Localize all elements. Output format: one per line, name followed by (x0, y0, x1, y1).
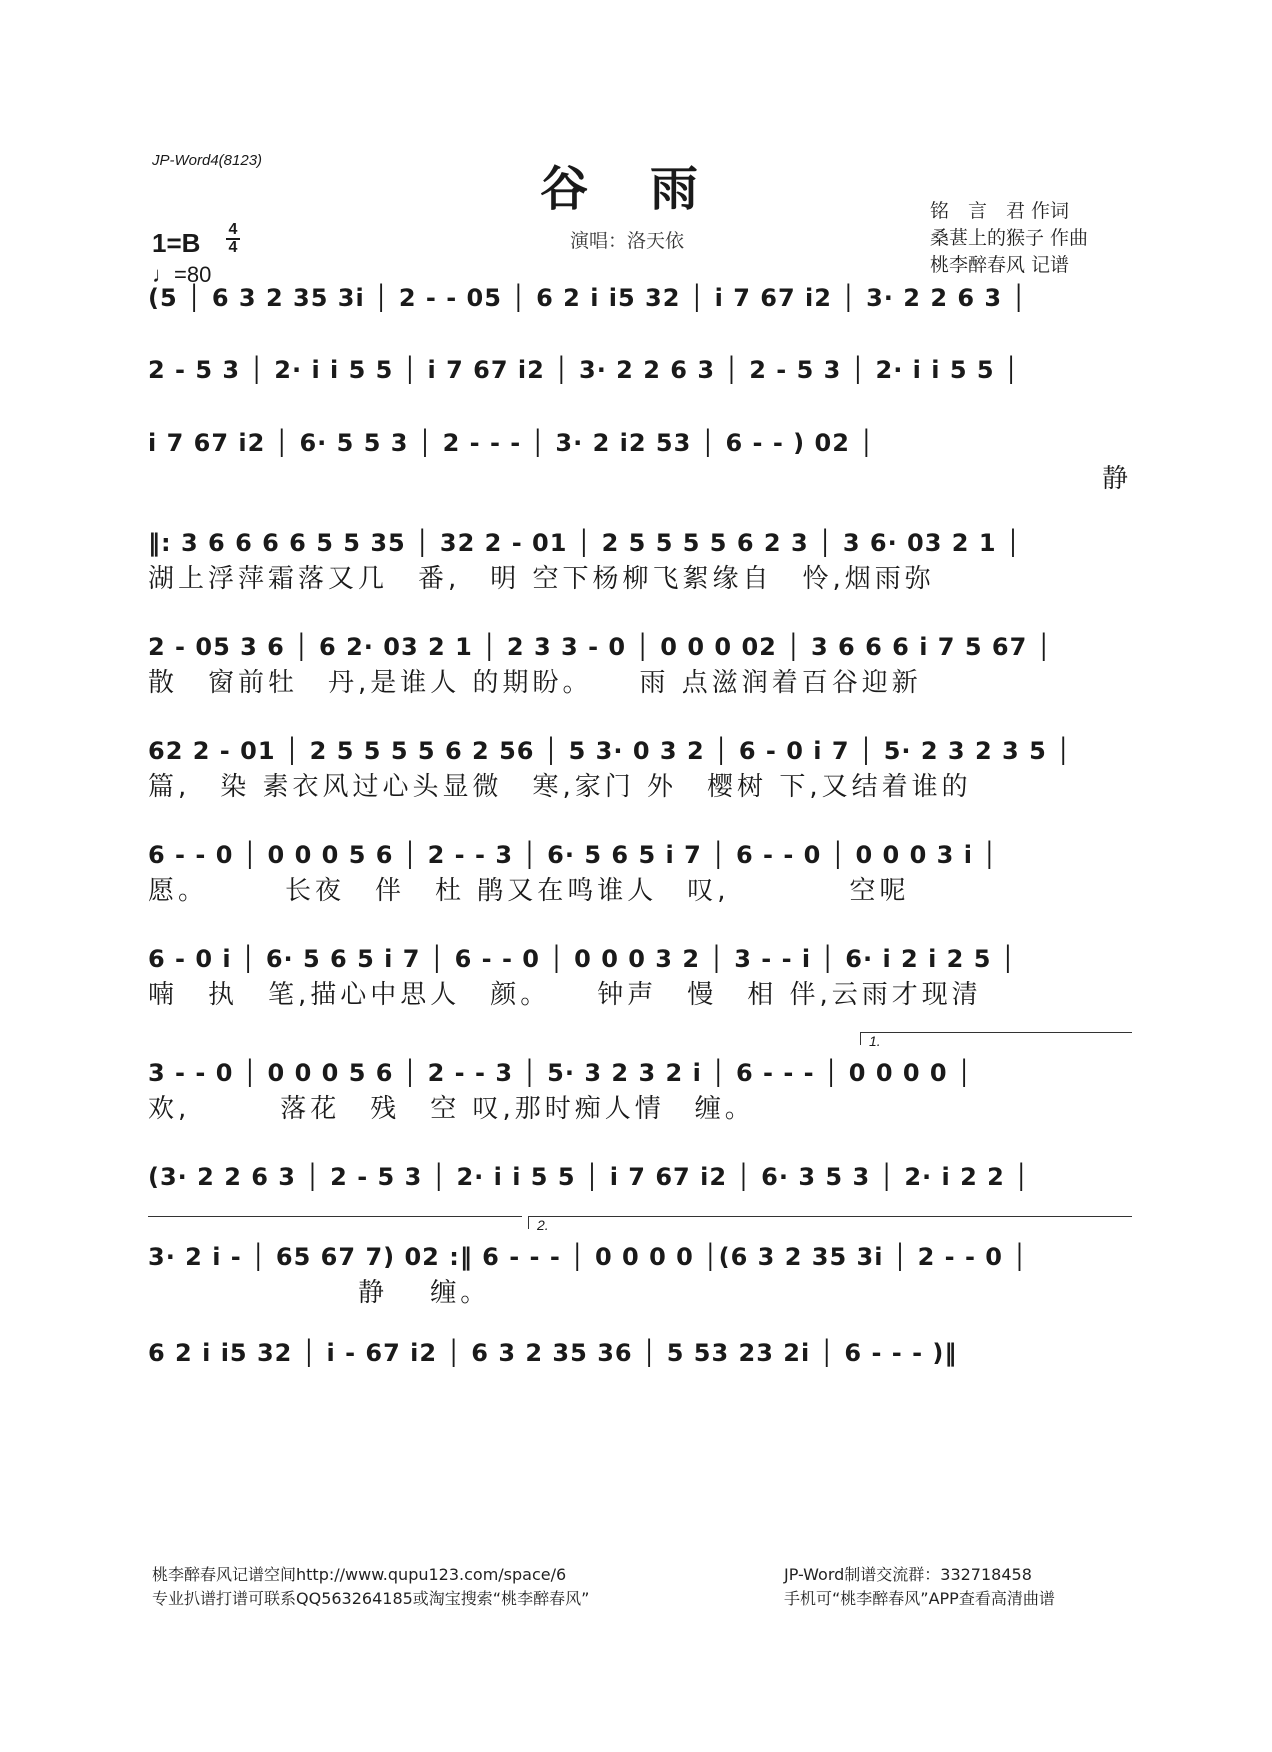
score-system-1 (148, 283, 1132, 313)
singer-credit: 演唱：洛天依 (570, 230, 685, 252)
lyric-line: 静 缠。 (148, 1278, 491, 1308)
score-system-4 (148, 528, 1132, 594)
volta-1-bracket (860, 1032, 1132, 1049)
time-sig-bottom: 4 (228, 239, 238, 256)
key-signature: 1=B (152, 228, 201, 258)
notation-line: 6 - - 0 │ 0 0 0 5 6 │ 2 - - 3 │ 6· 5 6 5 i 7 │ 6 - - 0 │ 0 0 0 3 i │ (148, 841, 998, 869)
footer-contact: 专业扒谱打谱可联系QQ563264185或淘宝搜索“桃李醉春风” (152, 1589, 590, 1608)
footer-right (784, 1563, 1055, 1611)
transcriber-credit: 桃李醉春风 记谱 (930, 254, 1070, 276)
notation-line: (5 │ 6 3 2 35 3i │ 2 - - 05 │ 6 2 i i5 32 │ i 7 67 i2 │ 3· 2 2 6 3 │ (148, 284, 1027, 312)
notation-line: 6 2 i i5 32 │ i - 67 i2 │ 6 3 2 35 36 │ 5 53 23 2i │ 6 - - - )‖ (148, 1339, 958, 1367)
notation-line: 3· 2 i - │ 65 67 7) 02 :‖ 6 - - - │ 0 0 0 0 │(6 3 2 35 3i │ 2 - - 0 │ (148, 1243, 1028, 1271)
score-system-7 (148, 840, 1132, 906)
lyricist-credit: 铭 言 君 作词 (930, 200, 1070, 222)
credits-block (930, 198, 1088, 279)
footer-app: 手机可“桃李醉春风”APP查看高清曲谱 (784, 1589, 1055, 1608)
score-system-10 (148, 1162, 1132, 1192)
lyric-line: 篇, 染 素衣风过心头显微 寒,家门 外 樱树 下,又结着谁的 (148, 772, 972, 802)
notation-line: 2 - 5 3 │ 2· i i 5 5 │ i 7 67 i2 │ 3· 2 2 6 3 │ 2 - 5 3 │ 2· i i 5 5 │ (148, 356, 1020, 384)
volta-2-bracket (528, 1216, 1132, 1233)
score-system-6 (148, 736, 1132, 802)
score-system-5 (148, 632, 1132, 698)
score-system-12 (148, 1338, 1132, 1368)
composer-credit: 桑葚上的猴子 作曲 (930, 227, 1089, 249)
score-system-3 (148, 428, 1132, 494)
notation-line: (3· 2 2 6 3 │ 2 - 5 3 │ 2· i i 5 5 │ i 7 67 i2 │ 6· 3 5 3 │ 2· i 2 2 │ (148, 1163, 1030, 1191)
score-system-2 (148, 355, 1132, 385)
song-title: 谷雨 (540, 161, 761, 217)
notation-line: 2 - 05 3 6 │ 6 2· 03 2 1 │ 2 3 3 - 0 │ 0 0 0 02 │ 3 6 6 6 i 7 5 67 │ (148, 633, 1053, 661)
footer-group: JP-Word制谱交流群：332718458 (784, 1565, 1032, 1584)
time-sig-top: 4 (228, 221, 238, 238)
score-system-8 (148, 944, 1132, 1010)
notation-line: ‖: 3 6 6 6 6 5 5 35 │ 32 2 - 01 │ 2 5 5 5 5 6 2 3 │ 3 6· 03 2 1 │ (148, 529, 1022, 557)
score-system-9 (148, 1058, 1132, 1124)
lyric-line: 喃 执 笔,描心中思人 颜。 钟声 慢 相 伴,云雨才现清 (148, 980, 982, 1010)
lyric-line: 静 (1101, 464, 1132, 494)
notation-line: i 7 67 i2 │ 6· 5 5 3 │ 2 - - - │ 3· 2 i2 53 │ 6 - - ) 02 │ (148, 429, 875, 457)
lyric-line: 欢, 落花 残 空 叹,那时痴人情 缠。 (148, 1094, 755, 1124)
score-system-11 (148, 1242, 1132, 1308)
tempo-marking: ♩=80 (152, 262, 212, 287)
volta-1-continuation (148, 1216, 522, 1217)
time-signature (226, 223, 240, 255)
volta-2-label: 2. (528, 1216, 1132, 1229)
footer-website: 桃李醉春风记谱空间http://www.qupu123.com/space/6 (152, 1565, 567, 1584)
software-label: JP-Word4(8123) (152, 152, 263, 169)
lyric-line: 散 窗前牡 丹,是谁人 的期盼。 雨 点滋润着百谷迎新 (148, 668, 922, 698)
lyric-line: 湖上浮萍霜落又几 番, 明 空下杨柳飞絮缘自 怜,烟雨弥 (148, 564, 935, 594)
notation-line: 62 2 - 01 │ 2 5 5 5 5 6 2 56 │ 5 3· 0 3 2 │ 6 - 0 i 7 │ 5· 2 3 2 3 5 │ (148, 737, 1072, 765)
footer-left (152, 1563, 589, 1611)
lyric-line: 愿。 长夜 伴 杜 鹃又在鸣谁人 叹, 空呢 (148, 876, 910, 906)
notation-line: 3 - - 0 │ 0 0 0 5 6 │ 2 - - 3 │ 5· 3 2 3 2 i │ 6 - - - │ 0 0 0 0 │ (148, 1059, 973, 1087)
volta-1-label: 1. (860, 1032, 1132, 1045)
notation-line: 6 - 0 i │ 6· 5 6 5 i 7 │ 6 - - 0 │ 0 0 0 3 2 │ 3 - - i │ 6· i 2 i 2 5 │ (148, 945, 1017, 973)
